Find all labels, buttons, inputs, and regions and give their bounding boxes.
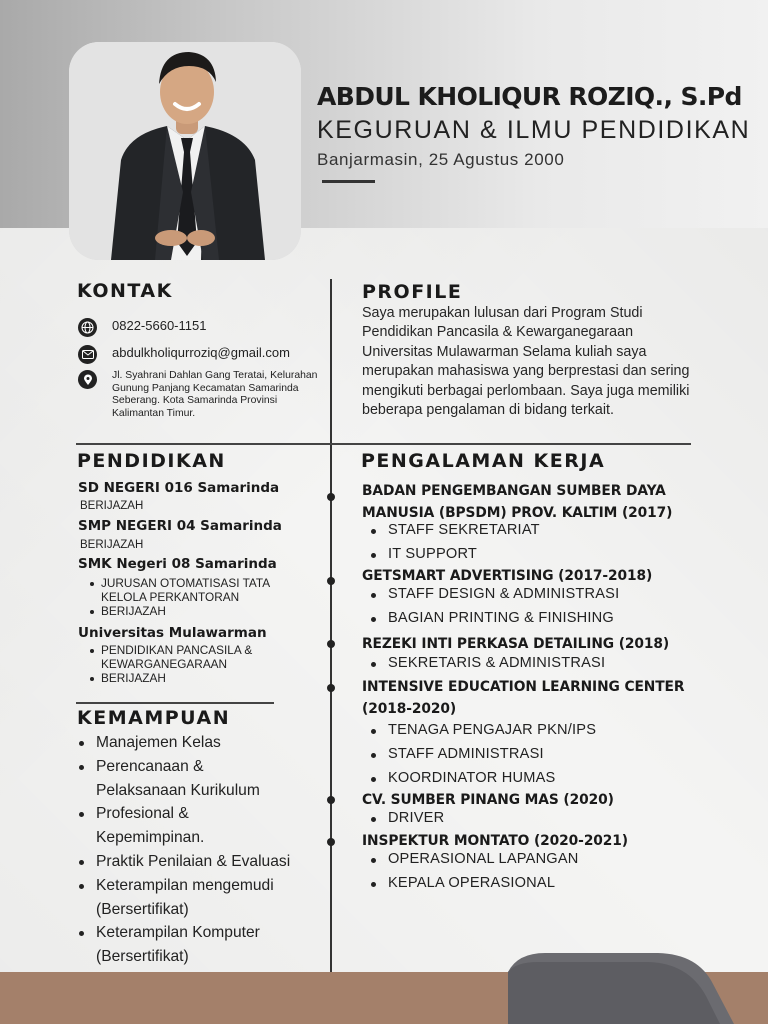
timeline-dot	[327, 493, 335, 501]
list-item: TENAGA PENGAJAR PKN/IPS	[370, 719, 596, 743]
list-item: Keterampilan Komputer (Bersertifikat)	[78, 921, 298, 969]
list-item: BERIJAZAH	[88, 672, 273, 686]
pengalaman-title: PENGALAMAN KERJA	[361, 450, 606, 472]
list-item: IT SUPPORT	[370, 543, 540, 567]
list-item: KEPALA OPERASIONAL	[370, 872, 579, 896]
list-item: STAFF DESIGN & ADMINISTRASI	[370, 583, 619, 607]
job-duties	[370, 719, 596, 790]
list-item: Praktik Penilaian & Evaluasi	[78, 850, 328, 874]
location-icon	[78, 370, 97, 389]
edu-school: Universitas Mulawarman	[78, 625, 267, 641]
faculty: KEGURUAN & ILMU PENDIDIKAN	[317, 116, 751, 144]
list-item: Perencanaan & Pelaksanaan Kurikulum	[78, 755, 278, 803]
skills-list	[78, 731, 328, 969]
birth-info: Banjarmasin, 25 Agustus 2000	[317, 150, 565, 169]
list-item: DRIVER	[370, 807, 444, 831]
list-item: Profesional & Kepemimpinan.	[78, 802, 228, 850]
contact-phone	[78, 318, 206, 337]
address-text: Jl. Syahrani Dahlan Gang Teratai, Kelurahan Gunung Panjang Kecamatan Samarinda Seberang. Kota Samarinda Provinsi Kalimantan Timur.	[112, 370, 318, 419]
list-item: SEKRETARIS & ADMINISTRASI	[370, 652, 605, 676]
job-duties	[370, 652, 605, 676]
edu-school: SMP NEGERI 04 Samarinda	[78, 518, 282, 534]
timeline-dot	[327, 796, 335, 804]
job-title: BADAN PENGEMBANGAN SUMBER DAYA MANUSIA (BPSDM) PROV. KALTIM (2017)	[362, 483, 673, 521]
skills-divider	[76, 702, 274, 704]
contact-email	[78, 345, 290, 364]
header-underline	[322, 180, 375, 183]
list-item: BAGIAN PRINTING & FINISHING	[370, 607, 619, 631]
globe-icon	[78, 318, 97, 337]
list-item: Keterampilan mengemudi (Bersertifikat)	[78, 874, 303, 922]
timeline-dot	[327, 684, 335, 692]
edu-details	[88, 577, 288, 618]
job-duties	[370, 583, 619, 631]
job-title: GETSMART ADVERTISING (2017-2018)	[362, 568, 653, 584]
timeline-dot	[327, 838, 335, 846]
edu-school: SD NEGERI 016 Samarinda	[78, 480, 280, 496]
list-item: BERIJAZAH	[88, 605, 288, 619]
edu-status: BERIJAZAH	[80, 500, 144, 512]
job-title: REZEKI INTI PERKASA DETAILING (2018)	[362, 636, 670, 652]
list-item: PENDIDIKAN PANCASILA & KEWARGANEGARAAN	[88, 644, 273, 672]
pendidikan-title: PENDIDIKAN	[77, 450, 226, 472]
contact-address	[78, 370, 332, 420]
job-title: INTENSIVE EDUCATION LEARNING CENTER (2018-2020)	[362, 679, 685, 717]
edu-status: BERIJAZAH	[80, 539, 144, 551]
mail-icon	[78, 345, 97, 364]
decorative-ribbon	[508, 950, 768, 1024]
full-name: ABDUL KHOLIQUR ROZIQ., S.Pd	[317, 82, 742, 111]
job-duties	[370, 848, 579, 896]
kemampuan-title: KEMAMPUAN	[77, 707, 231, 729]
email-address: abdulkholiqurroziq@gmail.com	[112, 345, 290, 360]
profile-text: Saya merupakan lulusan dari Program Studi Pendidikan Pancasila & Kewarganegaraan Universitas Mulawarman Selama kuliah saya merupakan mahasiswa yang berprestasi dan sering mengikuti berbagai perlombaan. Saya juga memiliki beberapa pengalaman di bidang terkait.	[362, 305, 690, 419]
list-item: STAFF ADMINISTRASI	[370, 743, 596, 767]
job-title: INSPEKTUR MONTATO (2020-2021)	[362, 833, 629, 849]
section-divider	[76, 443, 691, 445]
kontak-title: KONTAK	[77, 280, 173, 302]
job-title: CV. SUMBER PINANG MAS (2020)	[362, 792, 614, 808]
timeline-dot	[327, 640, 335, 648]
list-item: STAFF SEKRETARIAT	[370, 519, 540, 543]
list-item: JURUSAN OTOMATISASI TATA KELOLA PERKANTORAN	[88, 577, 288, 605]
list-item: KOORDINATOR HUMAS	[370, 767, 596, 791]
edu-school: SMK Negeri 08 Samarinda	[78, 556, 277, 572]
edu-details	[88, 644, 273, 685]
job-duties	[370, 519, 540, 567]
profile-photo	[69, 42, 301, 260]
job-duties	[370, 807, 444, 831]
timeline-dot	[327, 577, 335, 585]
list-item: OPERASIONAL LAPANGAN	[370, 848, 579, 872]
phone-number: 0822-5660-1151	[112, 318, 207, 333]
list-item: Manajemen Kelas	[78, 731, 328, 755]
profile-title: PROFILE	[362, 281, 463, 303]
